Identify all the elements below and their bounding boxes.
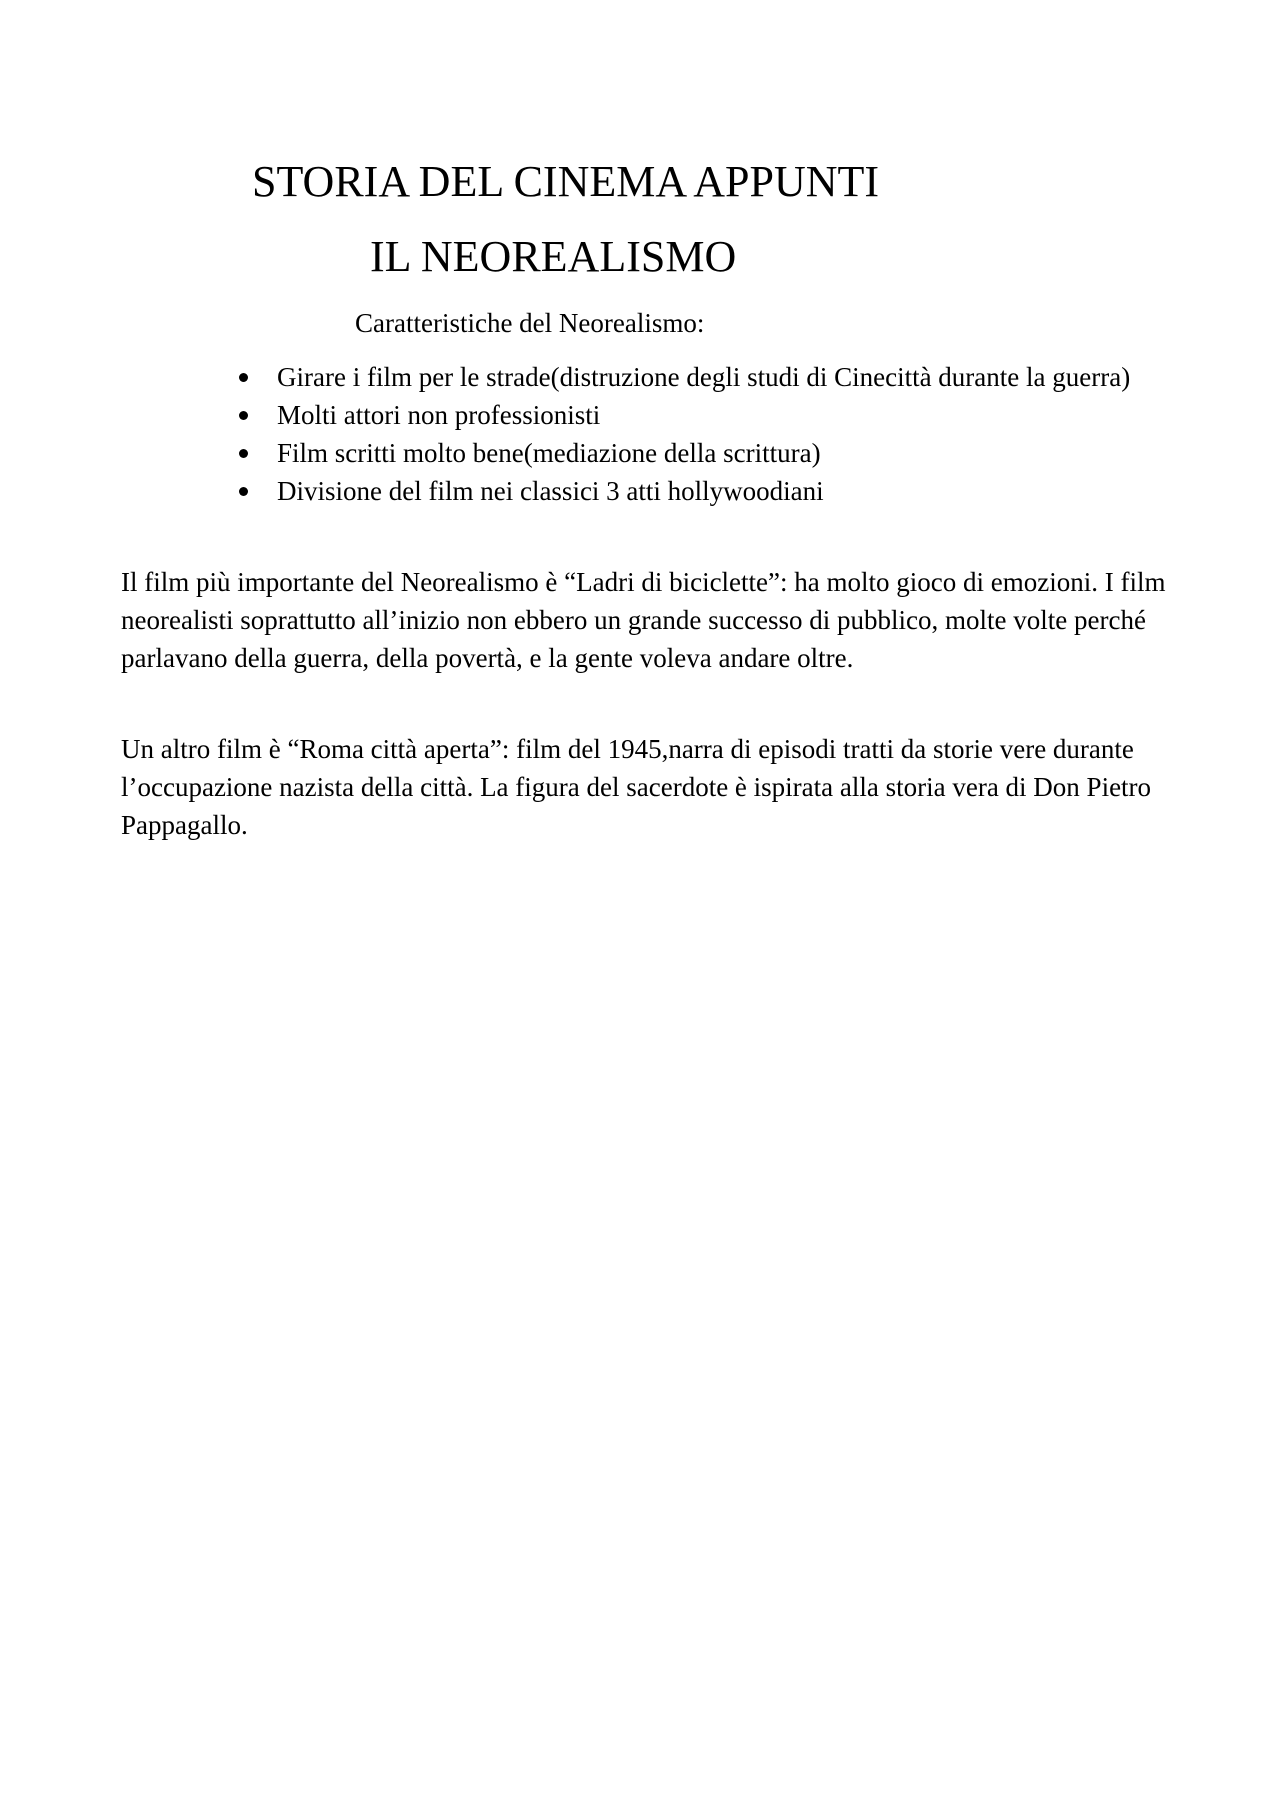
document-subtitle: IL NEOREALISMO — [370, 232, 737, 281]
body-paragraph: Il film più importante del Neorealismo è “Ladri di biciclette”: ha molto gioco di emozioni. I film neorealisti soprattutto all’inizio non ebbero un grande successo di pubblico, molte volte perché parlavano della guerra, della povertà, e la gente voleva andare oltre. — [121, 567, 1166, 673]
list-item-text: Film scritti molto bene(mediazione della scrittura) — [277, 438, 821, 468]
section-heading: Caratteristiche del Neorealismo: — [355, 308, 705, 338]
list-item-text: Girare i film per le strade(distruzione degli studi di Cinecittà durante la guerra) — [277, 362, 1131, 392]
list-item-text: Molti attori non professionisti — [277, 400, 601, 430]
characteristics-list — [230, 358, 1150, 510]
bullet-icon — [239, 411, 248, 420]
list-item — [230, 472, 1150, 510]
bullet-icon — [239, 487, 248, 496]
list-item-text: Divisione del film nei classici 3 atti hollywoodiani — [277, 476, 824, 506]
bullet-icon — [239, 449, 248, 458]
document-title: STORIA DEL CINEMA APPUNTI — [252, 157, 880, 206]
list-item — [230, 396, 1150, 434]
list-item — [230, 358, 1150, 396]
body-paragraph: Un altro film è “Roma città aperta”: film del 1945,narra di episodi tratti da storie vere durante l’occupazione nazista della città. La figura del sacerdote è ispirata alla storia vera di Don Pietro Pappagallo. — [121, 734, 1152, 840]
list-item — [230, 434, 1150, 472]
bullet-icon — [239, 373, 248, 382]
